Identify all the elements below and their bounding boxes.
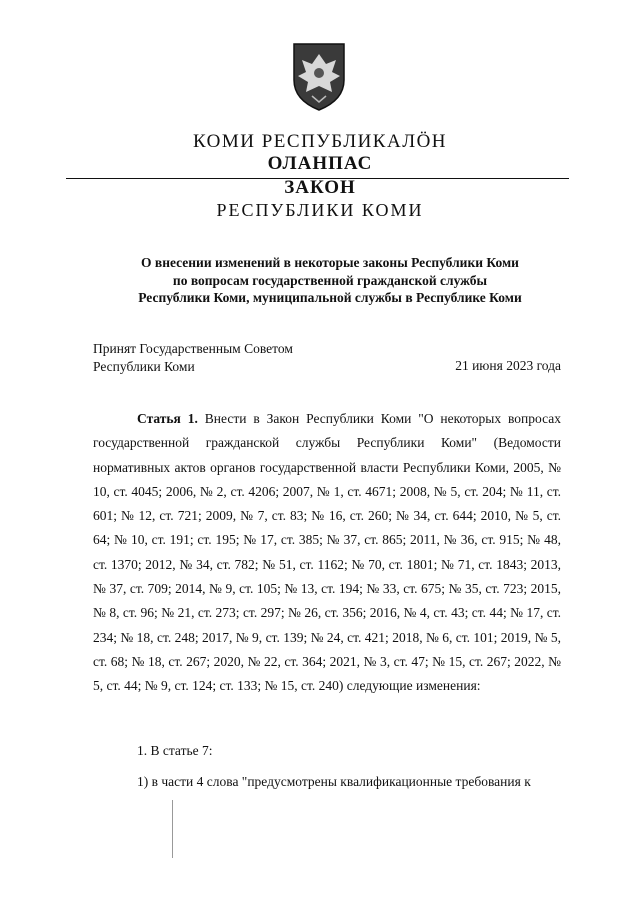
article-text: Внести в Закон Республики Коми "О некоторых вопросах государственной гражданской службы Республики Коми" (Ведомости нормативных актов органов государственной власти Республики Коми, 2005, № 10, ст. 4045; 2006, № 2, ст. 4206; 2007, № 1, ст. 4671; 2008, № 5, ст. 204; № 11, ст. 601; № 12, ст. 721; 2009, № 7, ст. 83; № 16, ст. 260; № 34, ст. 644; 2010, № 5, ст. 64; № 10, ст. 191; ст. 195; № 17, ст. 385; № 37, ст. 865; 2011, № 36, ст. 915; № 48, ст. 1370; 2012, № 34, ст. 782; № 51, ст. 1162; № 70, ст. 1801; № 71, ст. 1843; 2013, № 37, ст. 709; 2014, № 9, ст. 105; № 13, ст. 194; № 33, ст. 675; № 35, ст. 723; 2015, № 8, ст. 96; № 21, ст. 273; ст. 297; № 26, ст. 356; 2016, № 4, ст. 43; ст. 44; № 17, ст. 234; № 18, ст. 248; 2017, № 9, ст. 139; № 24, ст. 421; 2018, № 6, ст. 101; 2019, № 5, ст. 68; № 18, ст. 267; 2020, № 22, ст. 364; 2021, № 3, ст. 47; № 15, ст. 267; 2022, № 5, ст. 44; № 9, ст. 124; ст. 133; № 15, ст. 240) следующие изменения: (93, 411, 561, 694)
adoption-statement (93, 340, 293, 375)
article-paragraph (93, 407, 561, 699)
adoption-line: Республики Коми (93, 358, 195, 374)
list-item: 1) в части 4 слова "предусмотрены квалификационные требования к (137, 774, 531, 789)
komi-language-title: КОМИ РЕСПУБЛИКАЛӦН (192, 131, 448, 152)
list-item: 1. В статье 7: (137, 743, 213, 758)
adoption-line: Принят Государственным Советом (93, 341, 293, 356)
document-type: ЗАКОН (284, 177, 356, 198)
komi-document-type: ОЛАНПАС (267, 153, 373, 174)
scan-artifact-line (172, 800, 173, 858)
subject-line: О внесении изменений в некоторые законы Республики Коми (141, 255, 519, 270)
subject-line: по вопросам государственной гражданской службы (172, 272, 488, 288)
komi-coat-of-arms-icon (290, 40, 348, 112)
republic-title: РЕСПУБЛИКИ КОМИ (216, 200, 424, 220)
article-heading: Статья 1. (137, 411, 198, 426)
law-subject (60, 254, 600, 307)
adoption-date: 21 июня 2023 года (455, 358, 561, 373)
subject-line: Республики Коми, муниципальной службы в Республике Коми (138, 290, 522, 305)
